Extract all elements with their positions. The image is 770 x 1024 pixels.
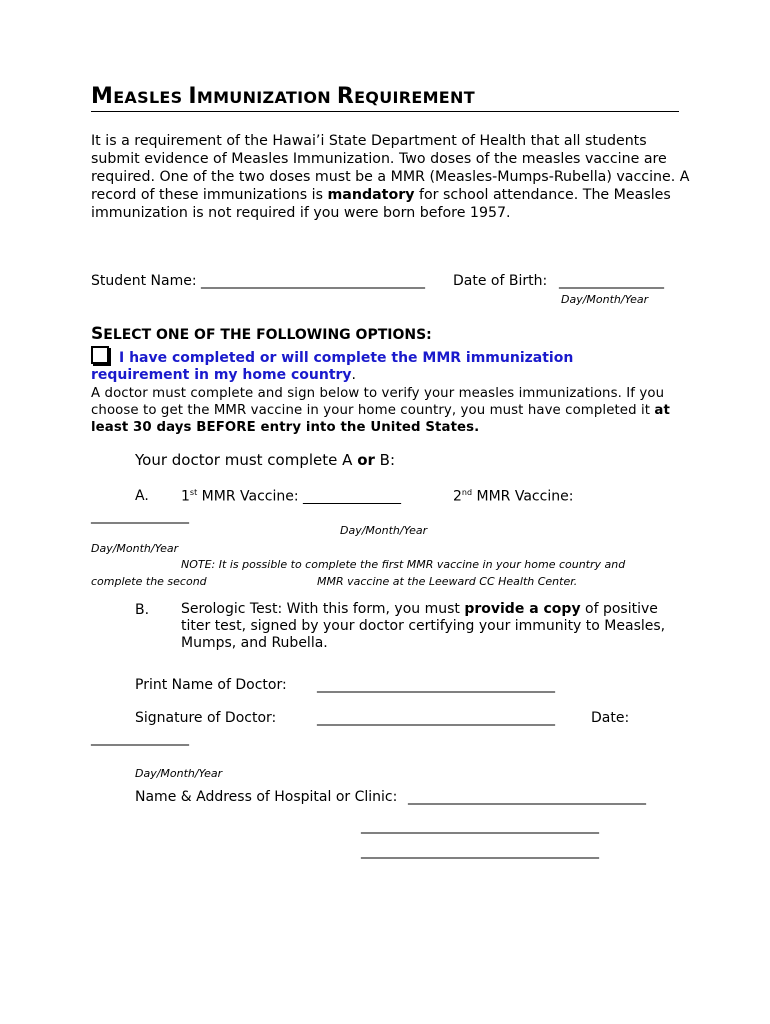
clinic-field-line-1[interactable]: __________________________________	[408, 789, 646, 805]
dob-format-hint: Day/Month/Year	[561, 293, 649, 306]
option-home-country[interactable]: I have completed or will complete the MMR immunization requirement in my home country.	[91, 346, 651, 384]
clinic-field-line-2[interactable]: __________________________________	[361, 818, 599, 834]
second-mmr-vaccine-field[interactable]: ______________	[91, 508, 189, 524]
print-name-field[interactable]: __________________________________	[317, 677, 555, 693]
print-name-label: Print Name of Doctor:	[135, 677, 287, 693]
item-a-letter: A.	[135, 488, 149, 504]
clinic-label: Name & Address of Hospital or Clinic:	[135, 789, 398, 805]
student-name-field[interactable]: Student Name: ________________________________	[91, 273, 426, 289]
second-mmr-vaccine-label: 2nd MMR Vaccine:	[453, 488, 574, 505]
second-vaccine-date-hint: Day/Month/Year	[91, 542, 179, 555]
options-heading: SELECT ONE OF THE FOLLOWING OPTIONS:	[91, 324, 432, 344]
note-line-2b: MMR vaccine at the Leeward CC Health Center.	[317, 575, 578, 588]
date-label: Date:	[591, 710, 630, 726]
date-format-hint: Day/Month/Year	[135, 767, 223, 780]
note-line-2a: complete the second	[91, 575, 207, 588]
first-vaccine-date-hint: Day/Month/Year	[340, 524, 428, 537]
page-title: MEASLES IMMUNIZATION REQUIREMENT	[91, 84, 679, 112]
date-field[interactable]: ______________	[91, 730, 189, 746]
date-of-birth-label: Date of Birth:	[453, 273, 548, 289]
doctor-instruction: Your doctor must complete A or B:	[135, 451, 396, 469]
first-mmr-vaccine-field[interactable]: 1st MMR Vaccine: ______________	[181, 488, 402, 505]
intro-paragraph: It is a requirement of the Hawai’i State Department of Health that all students submit evidence of Measles Immunization. Two doses of the measles vaccine are required. One of the two doses must be a MMR (Measles-Mumps-Rubella) vaccine. A record of these immunizations is mandatory for school attendance. The Measles immunization is not required if you were born before 1957.	[91, 133, 690, 221]
checkbox-icon[interactable]	[91, 346, 109, 364]
note-line-1: NOTE: It is possible to complete the first MMR vaccine in your home country and	[181, 558, 626, 571]
item-b-letter: B.	[135, 602, 150, 618]
clinic-field-line-3[interactable]: __________________________________	[361, 843, 599, 859]
signature-label: Signature of Doctor:	[135, 710, 277, 726]
option-home-country-description: A doctor must complete and sign below to verify your measles immunizations. If you choose to get the MMR vaccine in your home country, you must have completed it at least 30 days BEFORE entry into the United States.	[91, 386, 670, 435]
signature-field[interactable]: __________________________________	[317, 710, 555, 726]
serologic-test-text: Serologic Test: With this form, you must provide a copy of positive titer test, signed by your doctor certifying your immunity to Measles, Mumps, and Rubella.	[181, 601, 666, 651]
date-of-birth-field[interactable]: _______________	[559, 273, 664, 289]
